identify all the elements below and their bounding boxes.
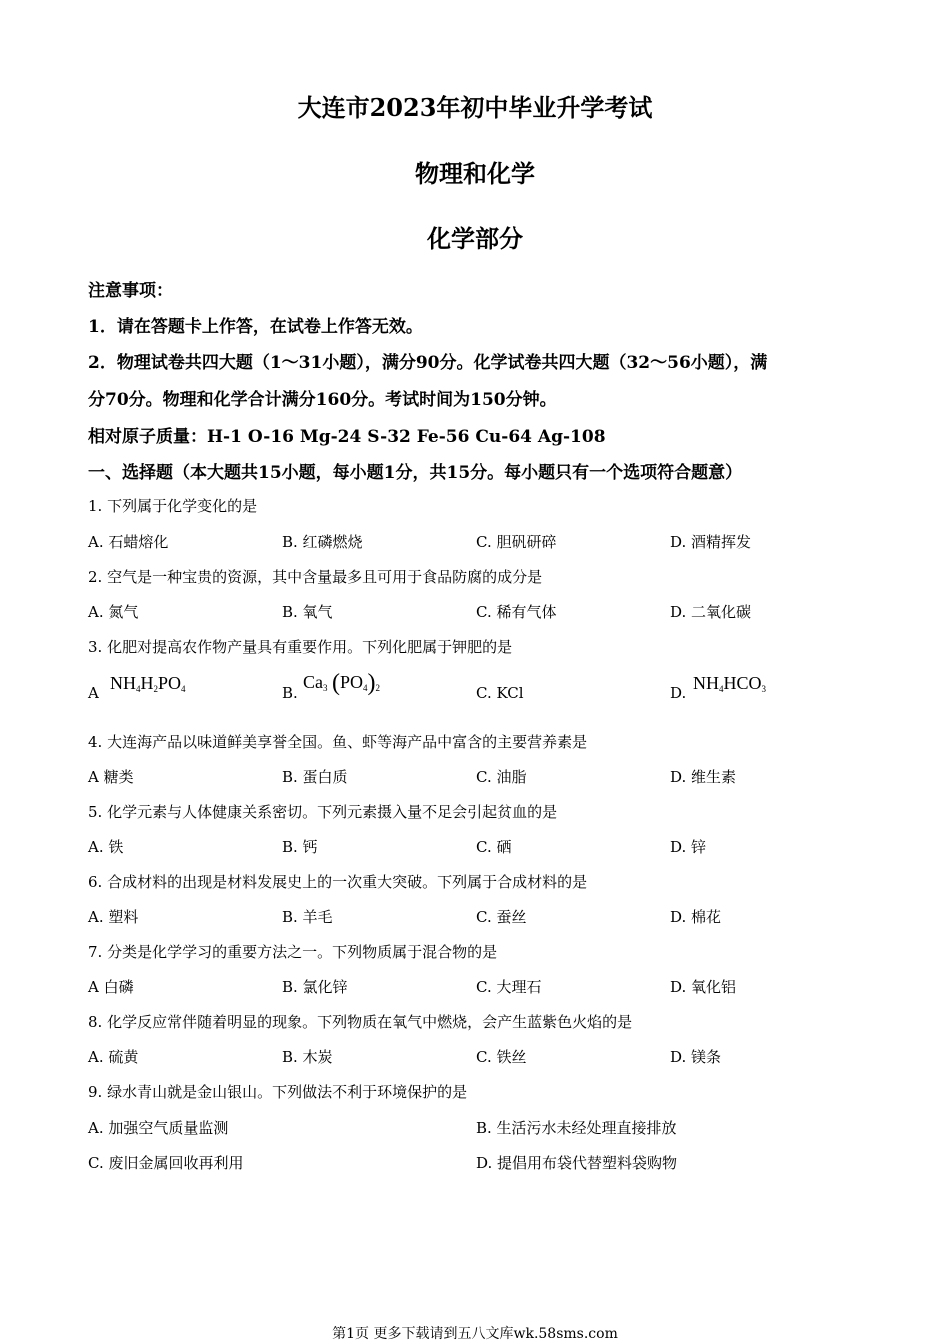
q7-option-c: C. 大理石 bbox=[476, 978, 542, 996]
q5-option-a: A. 铁 bbox=[88, 838, 124, 856]
q3-option-b-formula: $Ca_3$ $(PO_4)_2$ bbox=[303, 670, 381, 696]
question-1-stem: 1. 下列属于化学变化的是 bbox=[88, 497, 258, 515]
q6-option-c: C. 蚕丝 bbox=[476, 908, 527, 926]
q8-option-b: B. 木炭 bbox=[282, 1048, 333, 1066]
question-3-stem: 3. 化肥对提高农作物产量具有重要作用。下列化肥属于钾肥的是 bbox=[88, 638, 513, 656]
q3-option-d-label: D. bbox=[670, 684, 687, 702]
q7-option-b: B. 氯化锌 bbox=[282, 978, 348, 996]
notice-item-2-line-2: 分70分。物理和化学合计满分160分。考试时间为150分钟。 bbox=[88, 390, 557, 410]
q5-option-c: C. 硒 bbox=[476, 838, 512, 856]
question-9-stem: 9. 绿水青山就是金山银山。下列做法不利于环境保护的是 bbox=[88, 1083, 468, 1101]
notice-item-1: 1．请在答题卡上作答，在试卷上作答无效。 bbox=[88, 317, 423, 337]
question-5-stem: 5. 化学元素与人体健康关系密切。下列元素摄入量不足会引起贫血的是 bbox=[88, 803, 558, 821]
question-6-stem: 6. 合成材料的出现是材料发展史上的一次重大突破。下列属于合成材料的是 bbox=[88, 873, 588, 891]
notice-item-2-line-1: 2．物理试卷共四大题（1～31小题），满分90分。化学试卷共四大题（32～56小题），满 bbox=[88, 353, 768, 373]
section-1-heading: 一、选择题（本大题共15小题，每小题1分，共15分。每小题只有一个选项符合题意） bbox=[88, 463, 743, 483]
exam-title: 大连市2023年初中毕业升学考试 bbox=[297, 93, 653, 122]
q7-option-a: A 白磷 bbox=[88, 978, 134, 996]
question-2-stem: 2. 空气是一种宝贵的资源，其中含量最多且可用于食品防腐的成分是 bbox=[88, 568, 543, 586]
q9-option-d: D. 提倡用布袋代替塑料袋购物 bbox=[476, 1154, 678, 1172]
q2-option-a: A. 氮气 bbox=[88, 603, 139, 621]
q4-option-d: D. 维生素 bbox=[670, 768, 737, 786]
q7-option-d: D. 氧化铝 bbox=[670, 978, 737, 996]
q3-option-d-formula: $NH_4HCO_3$ bbox=[693, 673, 767, 694]
q4-option-a: A 糖类 bbox=[88, 768, 134, 786]
question-8-stem: 8. 化学反应常伴随着明显的现象。下列物质在氧气中燃烧，会产生蓝紫色火焰的是 bbox=[88, 1013, 633, 1031]
q9-option-a: A. 加强空气质量监测 bbox=[88, 1119, 229, 1137]
q8-option-c: C. 铁丝 bbox=[476, 1048, 527, 1066]
question-7-stem: 7. 分类是化学学习的重要方法之一。下列物质属于混合物的是 bbox=[88, 943, 498, 961]
atomic-mass: 相对原子质量：H-1 O-16 Mg-24 S-32 Fe-56 Cu-64 Ag-108 bbox=[88, 427, 606, 447]
q2-option-b: B. 氧气 bbox=[282, 603, 333, 621]
q1-option-a: A. 石蜡熔化 bbox=[88, 533, 169, 551]
q3-option-b-label: B. bbox=[282, 684, 298, 702]
subject-title: 物理和化学 bbox=[415, 159, 535, 188]
q6-option-d: D. 棉花 bbox=[670, 908, 722, 926]
q4-option-b: B. 蛋白质 bbox=[282, 768, 348, 786]
q1-option-d: D. 酒精挥发 bbox=[670, 533, 752, 551]
section-title: 化学部分 bbox=[427, 224, 523, 253]
notice-heading: 注意事项： bbox=[88, 281, 173, 301]
q9-option-c: C. 废旧金属回收再利用 bbox=[88, 1154, 244, 1172]
page-footer: 第1页 更多下载请到五八文库wk.58sms.com bbox=[332, 1326, 618, 1342]
q6-option-a: A. 塑料 bbox=[88, 908, 139, 926]
question-4-stem: 4. 大连海产品以味道鲜美享誉全国。鱼、虾等海产品中富含的主要营养素是 bbox=[88, 733, 588, 751]
q9-option-b: B. 生活污水未经处理直接排放 bbox=[476, 1119, 677, 1137]
q8-option-a: A. 硫黄 bbox=[88, 1048, 139, 1066]
q5-option-b: B. 钙 bbox=[282, 838, 318, 856]
q3-option-c: C. KCl bbox=[476, 684, 524, 702]
q3-option-a-formula: $NH_4H_2PO_4$ bbox=[110, 673, 186, 694]
q5-option-d: D. 锌 bbox=[670, 838, 707, 856]
q2-option-c: C. 稀有气体 bbox=[476, 603, 557, 621]
q1-option-c: C. 胆矾研碎 bbox=[476, 533, 557, 551]
q2-option-d: D. 二氧化碳 bbox=[670, 603, 752, 621]
q3-option-a-label: A bbox=[88, 684, 99, 702]
q8-option-d: D. 镁条 bbox=[670, 1048, 722, 1066]
q1-option-b: B. 红磷燃烧 bbox=[282, 533, 363, 551]
q6-option-b: B. 羊毛 bbox=[282, 908, 333, 926]
q4-option-c: C. 油脂 bbox=[476, 768, 527, 786]
